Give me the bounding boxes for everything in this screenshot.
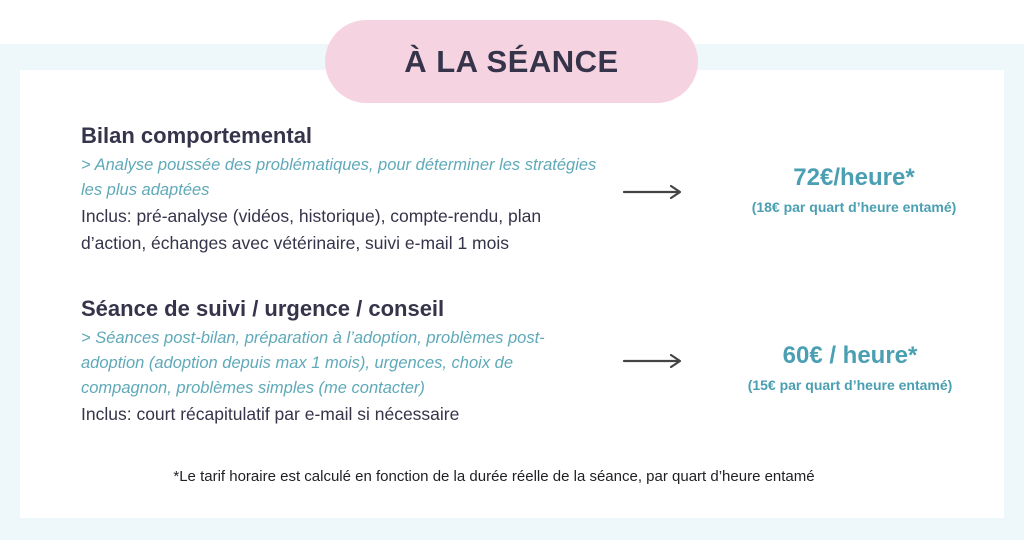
service-included: Inclus: pré-analyse (vidéos, historique), compte-rendu, plan d’action, échanges avec vétérinaire, suivi e-mail 1 mois — [81, 206, 542, 253]
service-name: Bilan comportemental — [81, 123, 313, 148]
service-description: > Analyse poussée des problématiques, pour déterminer les stratégies les plus adaptées — [81, 156, 597, 199]
service-name: Séance de suivi / urgence / conseil — [81, 296, 445, 321]
arrow-right-icon — [622, 184, 686, 200]
footnote: *Le tarif horaire est calculé en fonction de la durée réelle de la séance, par quart d’heure entamé — [173, 468, 815, 485]
service-included: Inclus: court récapitulatif par e-mail si nécessaire — [81, 404, 460, 424]
price-rate: 60€ / heure* — [782, 342, 918, 369]
service-description: > Séances post-bilan, préparation à l’adoption, problèmes post-adoption (adoption depuis max 1 mois), urgences, choix de compagnon, problèmes simples (me contacter) — [81, 329, 545, 397]
service-bilan — [81, 122, 601, 257]
price-suivi — [700, 340, 1000, 396]
section-title: À LA SÉANCE — [325, 20, 698, 103]
price-bilan — [704, 162, 1004, 218]
price-detail: (15€ par quart d’heure entamé) — [747, 377, 953, 393]
arrow-right-icon — [622, 353, 686, 369]
service-suivi — [81, 295, 601, 428]
price-detail: (18€ par quart d’heure entamé) — [751, 199, 957, 215]
price-rate: 72€/heure* — [793, 164, 915, 191]
